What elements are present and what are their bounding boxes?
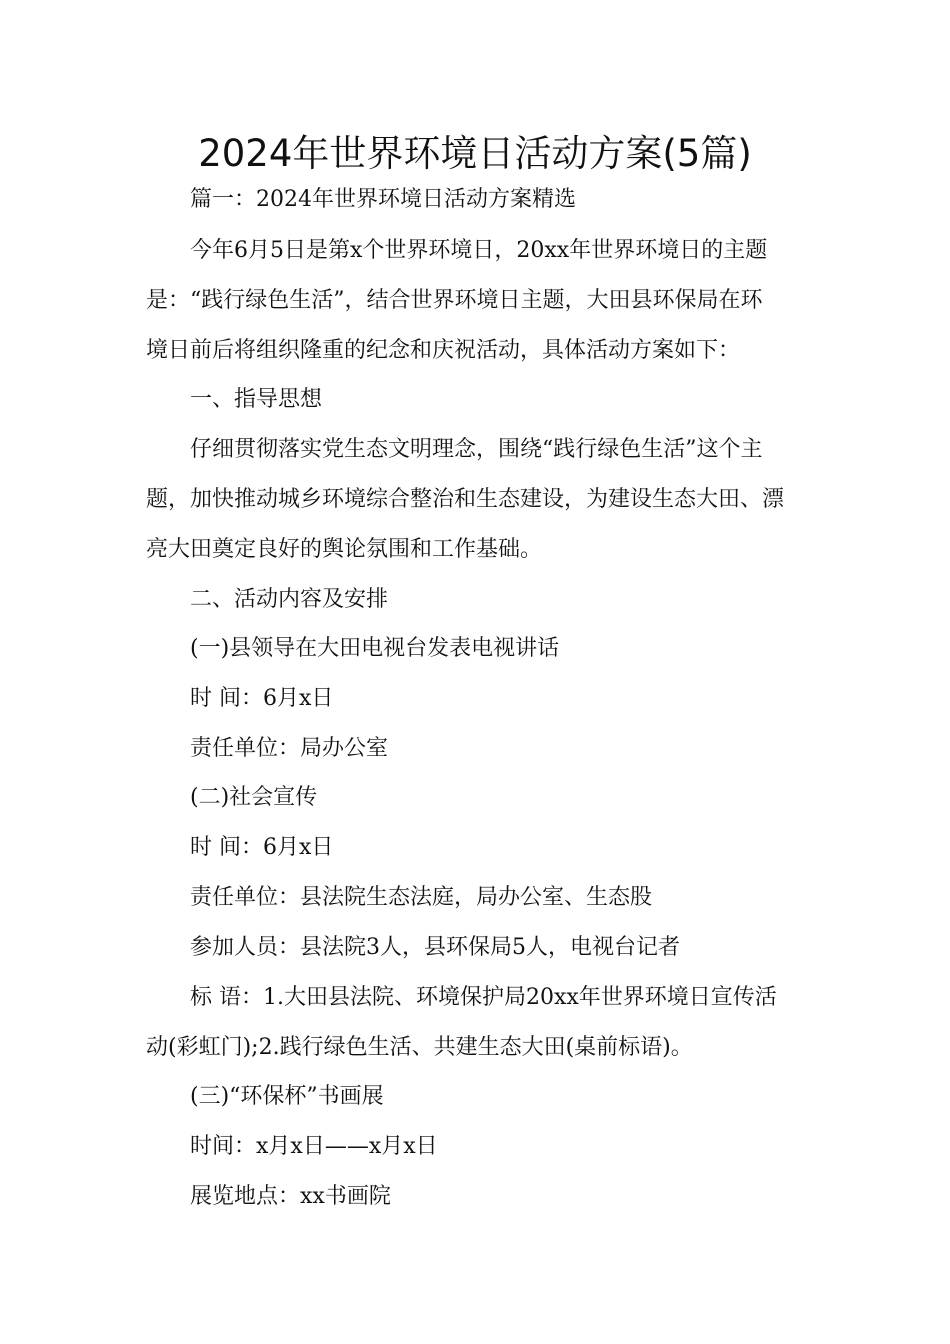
- item-2-slogan-line-2: 动(彩虹门);2.践行绿色生活、共建生态大田(桌前标语)。: [146, 1035, 693, 1060]
- section-2-heading: 二、活动内容及安排: [190, 587, 389, 612]
- item-2-people: 参加人员：县法院3人，县环保局5人，电视台记者: [190, 935, 680, 960]
- intro-line-3: 境日前后将组织隆重的纪念和庆祝活动，具体活动方案如下：: [146, 338, 741, 363]
- item-1-time: 时 间：6月x日: [190, 686, 334, 711]
- section-1-line-2: 题，加快推动城乡环境综合整治和生态建设，为建设生态大田、漂: [146, 487, 785, 512]
- item-3-heading: (三)“环保杯”书画展: [190, 1084, 384, 1109]
- item-2-unit: 责任单位：县法院生态法庭，局办公室、生态股: [190, 885, 653, 910]
- item-1-unit: 责任单位：局办公室: [190, 736, 389, 761]
- section-1-heading: 一、指导思想: [190, 387, 323, 412]
- item-2-time: 时 间：6月x日: [190, 835, 334, 860]
- item-2-slogan-line-1: 标 语：1.大田县法院、环境保护局20xx年世界环境日宣传活: [190, 985, 777, 1010]
- item-3-place: 展览地点：xx书画院: [190, 1184, 391, 1209]
- item-2-heading: (二)社会宣传: [190, 785, 318, 810]
- item-1-heading: (一)县领导在大田电视台发表电视讲话: [190, 636, 560, 661]
- document-subtitle: 篇一：2024年世界环境日活动方案精选: [190, 187, 576, 212]
- intro-line-2: 是：“践行绿色生活”，结合世界环境日主题，大田县环保局在环: [146, 288, 763, 313]
- item-3-time: 时间：x月x日——x月x日: [190, 1134, 438, 1159]
- intro-line-1: 今年6月5日是第x个世界环境日，20xx年世界环境日的主题: [190, 238, 768, 263]
- section-1-line-1: 仔细贯彻落实党生态文明理念，围绕“践行绿色生活”这个主: [190, 437, 763, 462]
- section-1-line-3: 亮大田奠定良好的舆论氛围和工作基础。: [146, 537, 543, 562]
- document-title: 2024年世界环境日活动方案(5篇): [198, 132, 752, 175]
